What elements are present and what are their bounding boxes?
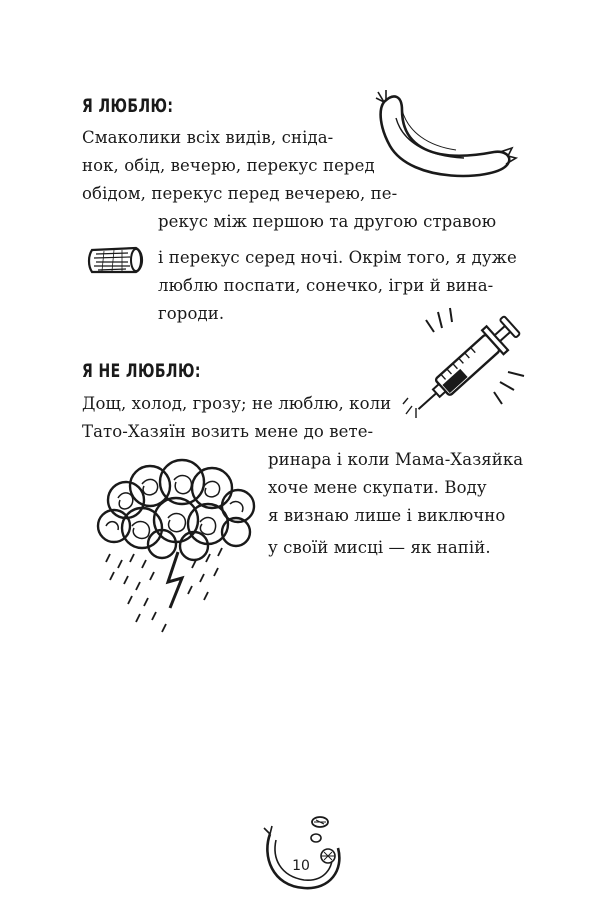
syringe-icon <box>402 306 532 426</box>
page-number: 10 <box>292 858 310 874</box>
dislikes-line-2: Тато-Хазяїн возить мене до вете- <box>82 422 374 441</box>
storm-cloud-icon <box>92 448 262 638</box>
likes-line-7: городи. <box>158 304 225 323</box>
sausage-bowl-icon <box>258 812 348 902</box>
dislikes-heading: Я НЕ ЛЮБЛЮ: <box>82 360 201 382</box>
chew-treat-icon <box>88 246 146 274</box>
likes-line-5: і перекус серед ночі. Окрім того, я дуже <box>158 248 517 267</box>
likes-heading: Я ЛЮБЛЮ: <box>82 95 174 117</box>
likes-line-4: рекус між першою та другою стравою <box>158 212 497 231</box>
dislikes-line-1: Дощ, холод, грозу; не люблю, коли <box>82 394 392 413</box>
likes-line-1: Смаколики всіх видів, сніда- <box>82 128 334 147</box>
likes-line-3: обідом, перекус перед вечерею, пе- <box>82 184 398 203</box>
sausage-icon <box>372 88 522 188</box>
dislikes-line-6: у своїй мисці — як напій. <box>268 538 491 557</box>
dislikes-line-3: ринара і коли Мама-Хазяйка <box>268 450 524 469</box>
likes-line-2: нок, обід, вечерю, перекус перед <box>82 156 375 175</box>
dislikes-line-4: хоче мене скупати. Воду <box>268 478 487 497</box>
likes-line-6: люблю поспати, сонечко, ігри й вина- <box>158 276 494 295</box>
dislikes-line-5: я визнаю лише і виключно <box>268 506 506 525</box>
